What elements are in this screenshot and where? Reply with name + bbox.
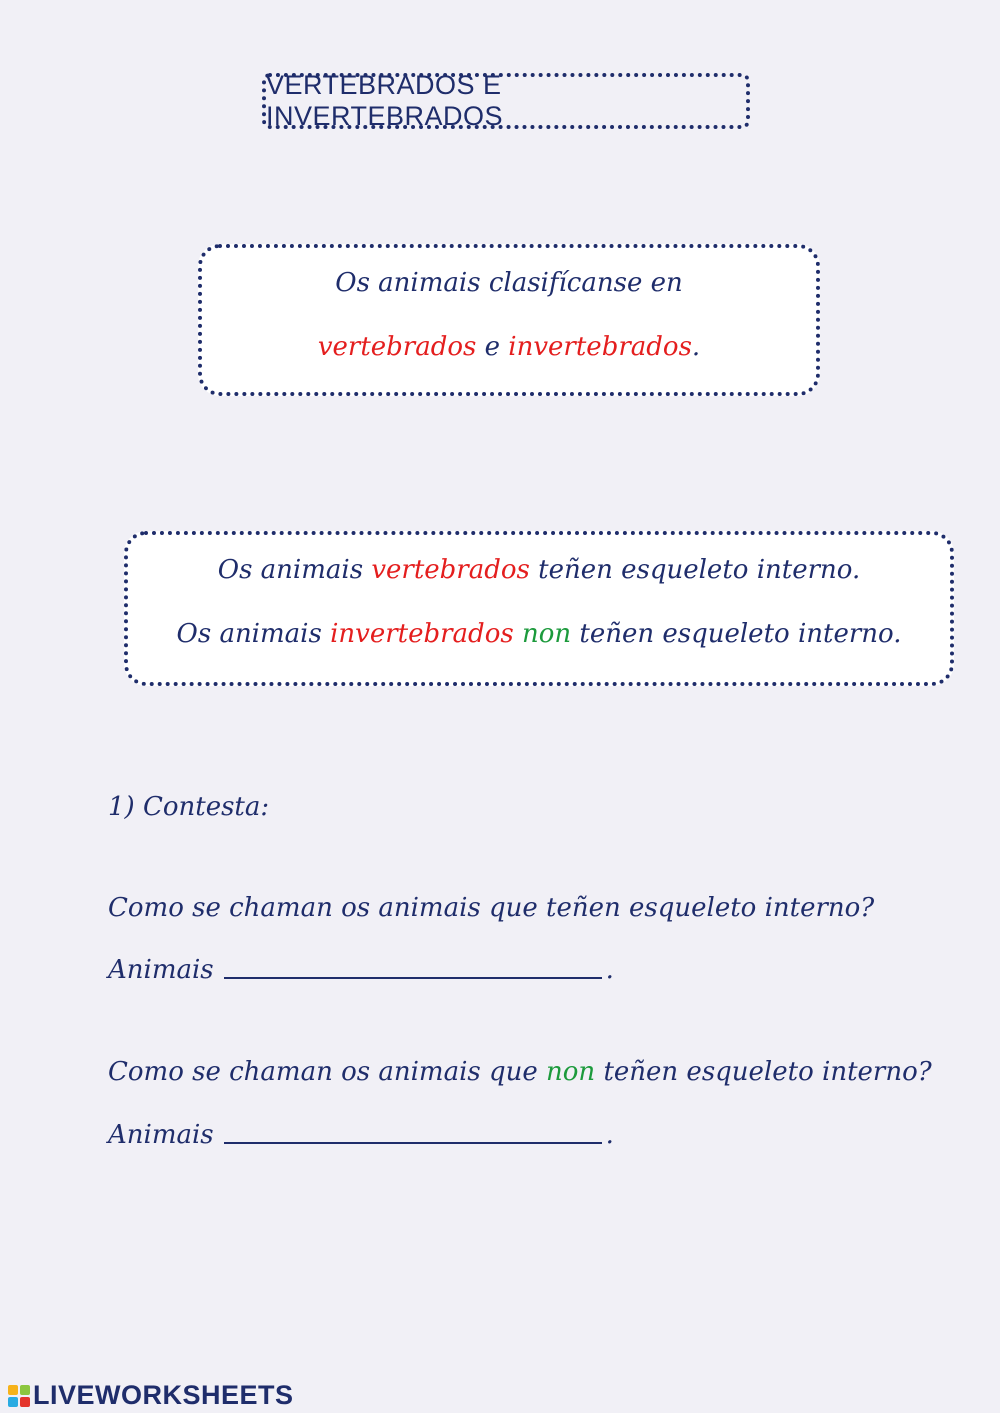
question-2-start: Como se chaman os animais que xyxy=(108,1057,547,1087)
page-title: VERTEBRADOS E INVERTEBRADOS xyxy=(266,70,504,131)
liveworksheets-logo xyxy=(8,1380,294,1411)
definition-2-end: teñen esqueleto interno. xyxy=(571,619,902,649)
logo-text: LIVEWORKSHEETS xyxy=(33,1380,294,1410)
definition-2-negation: non xyxy=(513,619,572,649)
exercise-heading: 1) Contesta: xyxy=(108,792,270,822)
conjunction: e xyxy=(476,332,509,362)
question-2-negation: non xyxy=(546,1057,596,1087)
logo-mark-icon xyxy=(8,1385,30,1407)
period: . xyxy=(691,332,701,362)
definition-line-2 xyxy=(128,619,950,649)
answer-2-blank[interactable] xyxy=(224,1142,602,1144)
answer-1-suffix: . xyxy=(605,955,614,985)
answer-1-prefix: Animais xyxy=(108,955,214,985)
question-2 xyxy=(108,1057,932,1087)
title-box xyxy=(262,70,750,131)
definition-box xyxy=(124,531,954,686)
classification-box xyxy=(198,244,820,396)
answer-1-blank[interactable] xyxy=(224,977,602,979)
answer-2-prefix: Animais xyxy=(108,1120,214,1150)
term-vertebrados: vertebrados xyxy=(317,332,477,362)
classification-line-1: Os animais clasifícanse en xyxy=(335,268,683,298)
definition-2-term: invertebrados xyxy=(330,619,514,649)
classification-line-2 xyxy=(202,332,816,362)
answer-1-row xyxy=(108,955,614,985)
definition-1-start: Os animais xyxy=(217,555,372,585)
term-invertebrados: invertebrados xyxy=(508,332,692,362)
question-1: Como se chaman os animais que teñen esqueleto interno? xyxy=(108,893,875,923)
question-2-end: teñen esqueleto interno? xyxy=(595,1057,932,1087)
definition-1-term: vertebrados xyxy=(371,555,530,585)
answer-2-suffix: . xyxy=(605,1120,614,1150)
definition-line-1 xyxy=(128,555,950,585)
definition-1-end: teñen esqueleto interno. xyxy=(529,555,861,585)
answer-2-row xyxy=(108,1120,614,1150)
definition-2-start: Os animais xyxy=(176,619,331,649)
